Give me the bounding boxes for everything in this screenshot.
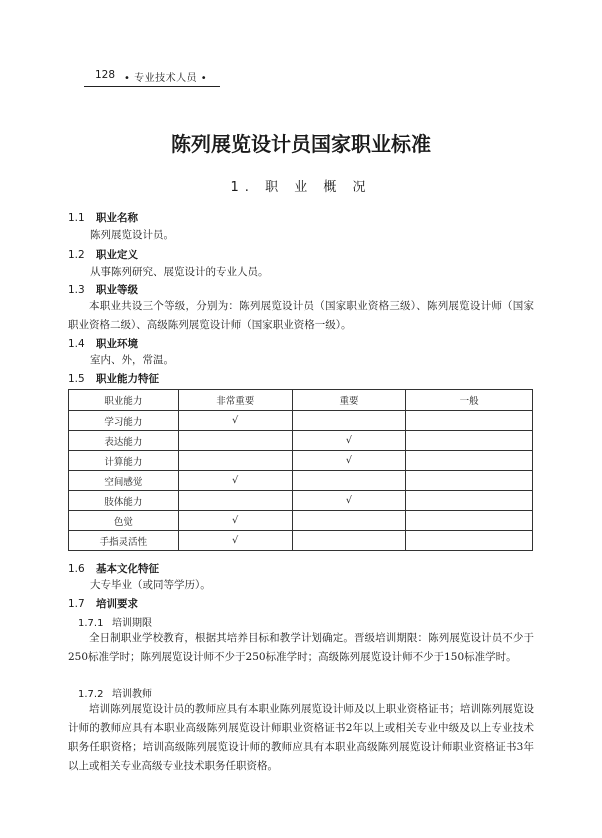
table-cell xyxy=(406,471,533,491)
subsection-heading-1-7-2 xyxy=(78,685,152,700)
section-heading-1-2 xyxy=(68,247,138,262)
table-row xyxy=(69,471,533,491)
section-title: 职业环境 xyxy=(96,338,138,350)
table-cell xyxy=(406,511,533,531)
table-cell: 学习能力 xyxy=(69,411,179,431)
subsection-title: 培训期限 xyxy=(112,618,152,629)
table-cell: 色觉 xyxy=(69,511,179,531)
section-number: 1.5 xyxy=(68,373,85,385)
section-title: 基本文化特征 xyxy=(96,563,159,575)
table-cell: 空间感觉 xyxy=(69,471,179,491)
section-heading-1-4 xyxy=(68,336,138,351)
column-header: 一般 xyxy=(406,390,533,411)
table-row xyxy=(69,511,533,531)
table-cell xyxy=(406,431,533,451)
table-cell: √ xyxy=(292,451,406,471)
table-cell: √ xyxy=(178,511,292,531)
table-cell: √ xyxy=(178,471,292,491)
table-cell: 手指灵活性 xyxy=(69,531,179,551)
section-heading-1-3 xyxy=(68,282,138,297)
header-rule xyxy=(84,86,220,87)
section-heading-1-7 xyxy=(68,596,138,611)
section-number: 1.3 xyxy=(68,284,85,296)
table-cell: 表达能力 xyxy=(69,431,179,451)
table-cell xyxy=(292,411,406,431)
table-cell xyxy=(406,491,533,511)
table-cell: √ xyxy=(292,491,406,511)
subsection-number: 1.7.2 xyxy=(78,689,104,700)
section-number: 1.1 xyxy=(68,212,85,224)
table-cell: √ xyxy=(178,531,292,551)
section-text-1-6: 大专毕业（或同等学历）。 xyxy=(90,579,211,591)
section-number: 1.4 xyxy=(68,338,85,350)
table-cell xyxy=(292,471,406,491)
section-title: 职业定义 xyxy=(96,249,138,261)
table-row xyxy=(69,451,533,471)
chapter-heading: 1. 职 业 概 况 xyxy=(230,180,372,195)
document-title: 陈列展览设计员国家职业标准 xyxy=(171,132,431,156)
table-cell xyxy=(406,451,533,471)
table-cell: 肢体能力 xyxy=(69,491,179,511)
page-number: 128 xyxy=(95,69,116,81)
table-row xyxy=(69,411,533,431)
section-title: 职业能力特征 xyxy=(96,373,159,385)
table-cell xyxy=(406,531,533,551)
column-header: 重要 xyxy=(292,390,406,411)
table-header-row xyxy=(69,390,533,411)
table-cell xyxy=(178,491,292,511)
table-cell: √ xyxy=(178,411,292,431)
table-row xyxy=(69,531,533,551)
table-cell xyxy=(178,451,292,471)
table-cell: 计算能力 xyxy=(69,451,179,471)
column-header: 职业能力 xyxy=(69,390,179,411)
subsection-title: 培训教师 xyxy=(112,689,152,700)
section-number: 1.2 xyxy=(68,249,85,261)
section-heading-1-6 xyxy=(68,561,159,576)
section-number: 1.7 xyxy=(68,598,85,610)
table-row xyxy=(69,431,533,451)
table-cell: √ xyxy=(292,431,406,451)
table-cell xyxy=(406,411,533,431)
section-text-1-1: 陈列展览设计员。 xyxy=(90,229,174,241)
ability-table xyxy=(68,389,533,551)
subsection-number: 1.7.1 xyxy=(78,618,104,629)
subsection-heading-1-7-1 xyxy=(78,614,152,629)
section-heading-1-5 xyxy=(68,371,159,386)
section-text-1-3: 本职业共设三个等级，分别为：陈列展览设计员（国家职业资格三级）、陈列展览设计师（国家职业资格二级）、高级陈列展览设计师（国家职业资格一级）。 xyxy=(68,300,534,331)
column-header: 非常重要 xyxy=(178,390,292,411)
section-number: 1.6 xyxy=(68,563,85,575)
section-text-1-4: 室内、外，常温。 xyxy=(90,354,174,366)
table-cell xyxy=(292,531,406,551)
section-heading-1-1 xyxy=(68,210,138,225)
table-row xyxy=(69,491,533,511)
table-cell xyxy=(292,511,406,531)
subsection-text-1-7-2: 培训陈列展览设计员的教师应具有本职业陈列展览设计师及以上职业资格证书；培训陈列展览设计师的教师应具有本职业高级陈列展览设计师职业资格证书2年以上或相关专业中级及以上专业技术职务任职资格；培训高级陈列展览设计师的教师应具有本职业高级陈列展览设计师职业资格证书3年以上或相关专业高级专业技术职务任职资格。 xyxy=(68,703,534,772)
section-title: 培训要求 xyxy=(96,598,138,610)
table-cell xyxy=(178,431,292,451)
subsection-text-1-7-1: 全日制职业学校教育，根据其培养目标和教学计划确定。晋级培训期限：陈列展览设计员不少于250标准学时；陈列展览设计师不少于250标准学时；高级陈列展览设计师不少于150标准学时。 xyxy=(68,632,534,663)
section-text-1-2: 从事陈列研究、展览设计的专业人员。 xyxy=(90,266,269,278)
running-title: • 专业技术人员 • xyxy=(124,73,208,84)
section-title: 职业等级 xyxy=(96,284,138,296)
section-title: 职业名称 xyxy=(96,212,138,224)
